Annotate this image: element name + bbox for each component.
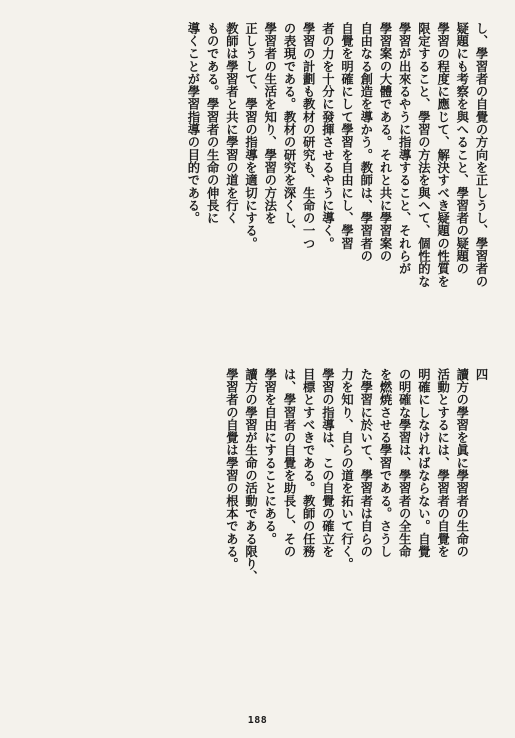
text-column: 學習の指導は、この自覺の確立を [320,368,336,558]
text-column: 學習の計劃も教材の研究も、生命の一つ [301,22,317,250]
text-column: 力を知り、自らの道を拓いて行く。 [339,368,355,571]
text-column: し、學習者の自覺の方向を正しうし、學習者の [474,22,489,288]
text-column: 自覺を明確にして學習を自由にし、學習 [339,22,355,250]
text-column: 正しうして、學習の指導を適切にする。 [243,22,259,250]
text-column: た學習に於いて、學習者は自らの [358,368,374,558]
text-column: 導くことが學習指導の目的である。 [185,22,201,225]
text-column: 學習者の自覺は學習の根本である。 [224,368,240,571]
lower-text-block [222,368,491,698]
text-column: 學習者の生活を知り、學習の方法を [262,22,278,225]
text-column: の表現である。教材の研究を深くし、 [281,22,297,238]
text-column: 疑題にも考察を與へること、學習者の疑題の [454,22,470,275]
text-column: は、學習者の自覺を助長し、その [281,368,297,558]
text-column: 目標とすべきである。教師の任務 [301,368,317,558]
upper-text-block [184,22,491,352]
text-column: 讀方の學習を眞に學習者の生命の [454,368,470,558]
text-column: の明確な學習は、學習者の全生命 [397,368,413,558]
text-column: 教師は學習者と共に學習の道を行く [224,22,240,225]
text-column: 學習を自由にすることにある。 [262,368,278,546]
text-column: 自由なる創造を導かう。教師は、學習者の [358,22,374,263]
text-column: 學習案の大體である。それと共に學習案の [377,22,393,263]
text-column: 讀方の學習が生命の活動である限り、 [243,368,259,584]
text-column: ものである。學習者の生命の伸長に [205,22,221,225]
text-column: 明確にしなければならない。自覺 [416,368,432,558]
text-column: 學習が出來るやうに指導すること、それらが [397,22,413,275]
text-column: 限定すること、學習の方法を與へて、個性的な [416,22,432,288]
text-column: 者の力を十分に發揮させるやうに導く。 [320,22,336,250]
text-column: 活動とするには、學習者の自覺を [435,368,451,558]
text-column: 四 [474,368,489,381]
page-number: 188 [247,715,268,726]
text-column: 學習の程度に應じて、解決すべき疑題の性質を [435,22,451,288]
text-column: を燃焼させる學習である。さうし [377,368,393,558]
